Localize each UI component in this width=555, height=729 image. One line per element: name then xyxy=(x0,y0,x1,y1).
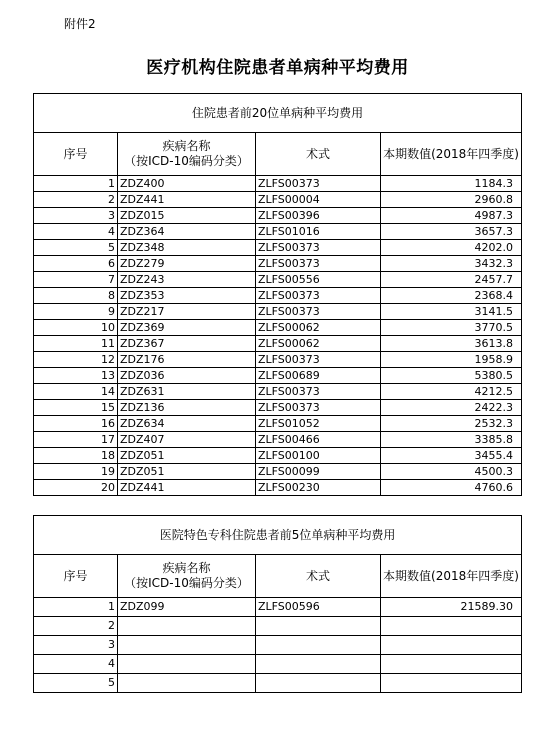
table-row xyxy=(34,655,522,674)
cell-value xyxy=(381,617,522,636)
cell-value: 3657.3 xyxy=(381,224,522,240)
cell-disease xyxy=(118,636,256,655)
cell-disease: ZDZ217 xyxy=(118,304,256,320)
cell-seq: 17 xyxy=(34,432,118,448)
table-row xyxy=(34,598,522,617)
cell-seq: 16 xyxy=(34,416,118,432)
cell-value: 2422.3 xyxy=(381,400,522,416)
cell-value xyxy=(381,655,522,674)
cell-seq: 4 xyxy=(34,224,118,240)
cell-seq: 11 xyxy=(34,336,118,352)
cell-disease: ZDZ176 xyxy=(118,352,256,368)
table-row xyxy=(34,288,522,304)
table-row xyxy=(34,432,522,448)
cell-seq: 3 xyxy=(34,208,118,224)
cell-seq: 4 xyxy=(34,655,118,674)
cell-procedure: ZLFS00373 xyxy=(256,288,381,304)
cell-disease: ZDZ015 xyxy=(118,208,256,224)
cell-procedure: ZLFS00099 xyxy=(256,464,381,480)
cell-value: 3613.8 xyxy=(381,336,522,352)
cell-disease: ZDZ099 xyxy=(118,598,256,617)
header-procedure: 术式 xyxy=(256,133,381,176)
cell-disease: ZDZ634 xyxy=(118,416,256,432)
cell-disease: ZDZ279 xyxy=(118,256,256,272)
header-value: 本期数值(2018年四季度) xyxy=(381,555,522,598)
table-row xyxy=(34,272,522,288)
cell-disease: ZDZ136 xyxy=(118,400,256,416)
table-row xyxy=(34,256,522,272)
table-row xyxy=(34,368,522,384)
cell-seq: 1 xyxy=(34,598,118,617)
cell-seq: 15 xyxy=(34,400,118,416)
cell-procedure xyxy=(256,636,381,655)
cell-disease: ZDZ631 xyxy=(118,384,256,400)
cell-value: 3455.4 xyxy=(381,448,522,464)
table-row xyxy=(34,304,522,320)
cell-value: 2457.7 xyxy=(381,272,522,288)
cell-disease: ZDZ400 xyxy=(118,176,256,192)
header-disease xyxy=(118,133,256,176)
table-row xyxy=(34,320,522,336)
cell-disease: ZDZ348 xyxy=(118,240,256,256)
cell-value: 5380.5 xyxy=(381,368,522,384)
table-row xyxy=(34,224,522,240)
cell-seq: 18 xyxy=(34,448,118,464)
header-procedure: 术式 xyxy=(256,555,381,598)
cell-disease: ZDZ367 xyxy=(118,336,256,352)
table-row xyxy=(34,336,522,352)
cell-value: 3432.3 xyxy=(381,256,522,272)
cell-procedure: ZLFS00373 xyxy=(256,256,381,272)
cell-procedure: ZLFS01016 xyxy=(256,224,381,240)
header-disease xyxy=(118,555,256,598)
cell-value: 2960.8 xyxy=(381,192,522,208)
cell-value: 1184.3 xyxy=(381,176,522,192)
cell-disease: ZDZ441 xyxy=(118,192,256,208)
table1-caption: 住院患者前20位单病种平均费用 xyxy=(34,94,522,133)
cell-seq: 10 xyxy=(34,320,118,336)
cell-value: 21589.30 xyxy=(381,598,522,617)
table-row xyxy=(34,617,522,636)
header-seq: 序号 xyxy=(34,133,118,176)
cell-value: 2368.4 xyxy=(381,288,522,304)
cell-seq: 9 xyxy=(34,304,118,320)
header-disease-line2: （按ICD-10编码分类） xyxy=(124,576,249,590)
cell-seq: 20 xyxy=(34,480,118,496)
cell-seq: 3 xyxy=(34,636,118,655)
table1-header-row xyxy=(34,133,522,176)
header-value: 本期数值(2018年四季度) xyxy=(381,133,522,176)
cell-procedure: ZLFS00556 xyxy=(256,272,381,288)
table-row xyxy=(34,416,522,432)
cell-procedure: ZLFS00373 xyxy=(256,176,381,192)
cell-value xyxy=(381,674,522,693)
table-row xyxy=(34,400,522,416)
table-row xyxy=(34,384,522,400)
cell-seq: 7 xyxy=(34,272,118,288)
table-row xyxy=(34,636,522,655)
cell-disease: ZDZ051 xyxy=(118,464,256,480)
cell-seq: 1 xyxy=(34,176,118,192)
cell-procedure: ZLFS00062 xyxy=(256,320,381,336)
table-row xyxy=(34,352,522,368)
cell-seq: 12 xyxy=(34,352,118,368)
cell-procedure xyxy=(256,655,381,674)
cell-procedure: ZLFS00373 xyxy=(256,304,381,320)
cell-seq: 2 xyxy=(34,192,118,208)
cell-procedure: ZLFS01052 xyxy=(256,416,381,432)
cell-disease: ZDZ051 xyxy=(118,448,256,464)
cell-seq: 14 xyxy=(34,384,118,400)
cell-seq: 5 xyxy=(34,240,118,256)
cell-seq: 5 xyxy=(34,674,118,693)
cell-value: 4760.6 xyxy=(381,480,522,496)
table2-caption: 医院特色专科住院患者前5位单病种平均费用 xyxy=(34,516,522,555)
table-row xyxy=(34,464,522,480)
cell-procedure: ZLFS00596 xyxy=(256,598,381,617)
cell-seq: 8 xyxy=(34,288,118,304)
header-seq: 序号 xyxy=(34,555,118,598)
cell-seq: 13 xyxy=(34,368,118,384)
cell-value: 4202.0 xyxy=(381,240,522,256)
cell-procedure: ZLFS00373 xyxy=(256,384,381,400)
attachment-label: 附件2 xyxy=(64,17,96,31)
table-top20-disease-cost xyxy=(33,93,522,496)
cell-value: 1958.9 xyxy=(381,352,522,368)
cell-procedure: ZLFS00230 xyxy=(256,480,381,496)
cell-procedure: ZLFS00373 xyxy=(256,400,381,416)
cell-value: 3770.5 xyxy=(381,320,522,336)
cell-value: 3385.8 xyxy=(381,432,522,448)
table-row xyxy=(34,480,522,496)
cell-value: 4500.3 xyxy=(381,464,522,480)
cell-disease xyxy=(118,617,256,636)
cell-procedure: ZLFS00004 xyxy=(256,192,381,208)
cell-value: 3141.5 xyxy=(381,304,522,320)
table-row xyxy=(34,208,522,224)
cell-procedure xyxy=(256,674,381,693)
cell-procedure: ZLFS00396 xyxy=(256,208,381,224)
cell-procedure: ZLFS00100 xyxy=(256,448,381,464)
cell-value xyxy=(381,636,522,655)
cell-disease: ZDZ407 xyxy=(118,432,256,448)
cell-seq: 6 xyxy=(34,256,118,272)
cell-procedure xyxy=(256,617,381,636)
cell-value: 4212.5 xyxy=(381,384,522,400)
cell-disease xyxy=(118,674,256,693)
cell-disease: ZDZ243 xyxy=(118,272,256,288)
table2-header-row xyxy=(34,555,522,598)
header-disease-line1: 疾病名称 xyxy=(162,139,211,153)
cell-disease xyxy=(118,655,256,674)
cell-disease: ZDZ036 xyxy=(118,368,256,384)
cell-disease: ZDZ441 xyxy=(118,480,256,496)
cell-disease: ZDZ353 xyxy=(118,288,256,304)
header-disease-line2: （按ICD-10编码分类） xyxy=(124,154,249,168)
table-row xyxy=(34,240,522,256)
table-specialty-top5-disease-cost xyxy=(33,515,522,693)
cell-procedure: ZLFS00373 xyxy=(256,352,381,368)
table-row xyxy=(34,674,522,693)
document-title: 医疗机构住院患者单病种平均费用 xyxy=(146,58,409,78)
cell-procedure: ZLFS00373 xyxy=(256,240,381,256)
header-disease-line1: 疾病名称 xyxy=(162,561,211,575)
cell-value: 4987.3 xyxy=(381,208,522,224)
cell-value: 2532.3 xyxy=(381,416,522,432)
cell-seq: 19 xyxy=(34,464,118,480)
table-row xyxy=(34,176,522,192)
cell-procedure: ZLFS00689 xyxy=(256,368,381,384)
table-row xyxy=(34,448,522,464)
cell-seq: 2 xyxy=(34,617,118,636)
cell-disease: ZDZ369 xyxy=(118,320,256,336)
table-row xyxy=(34,192,522,208)
cell-procedure: ZLFS00062 xyxy=(256,336,381,352)
cell-procedure: ZLFS00466 xyxy=(256,432,381,448)
cell-disease: ZDZ364 xyxy=(118,224,256,240)
